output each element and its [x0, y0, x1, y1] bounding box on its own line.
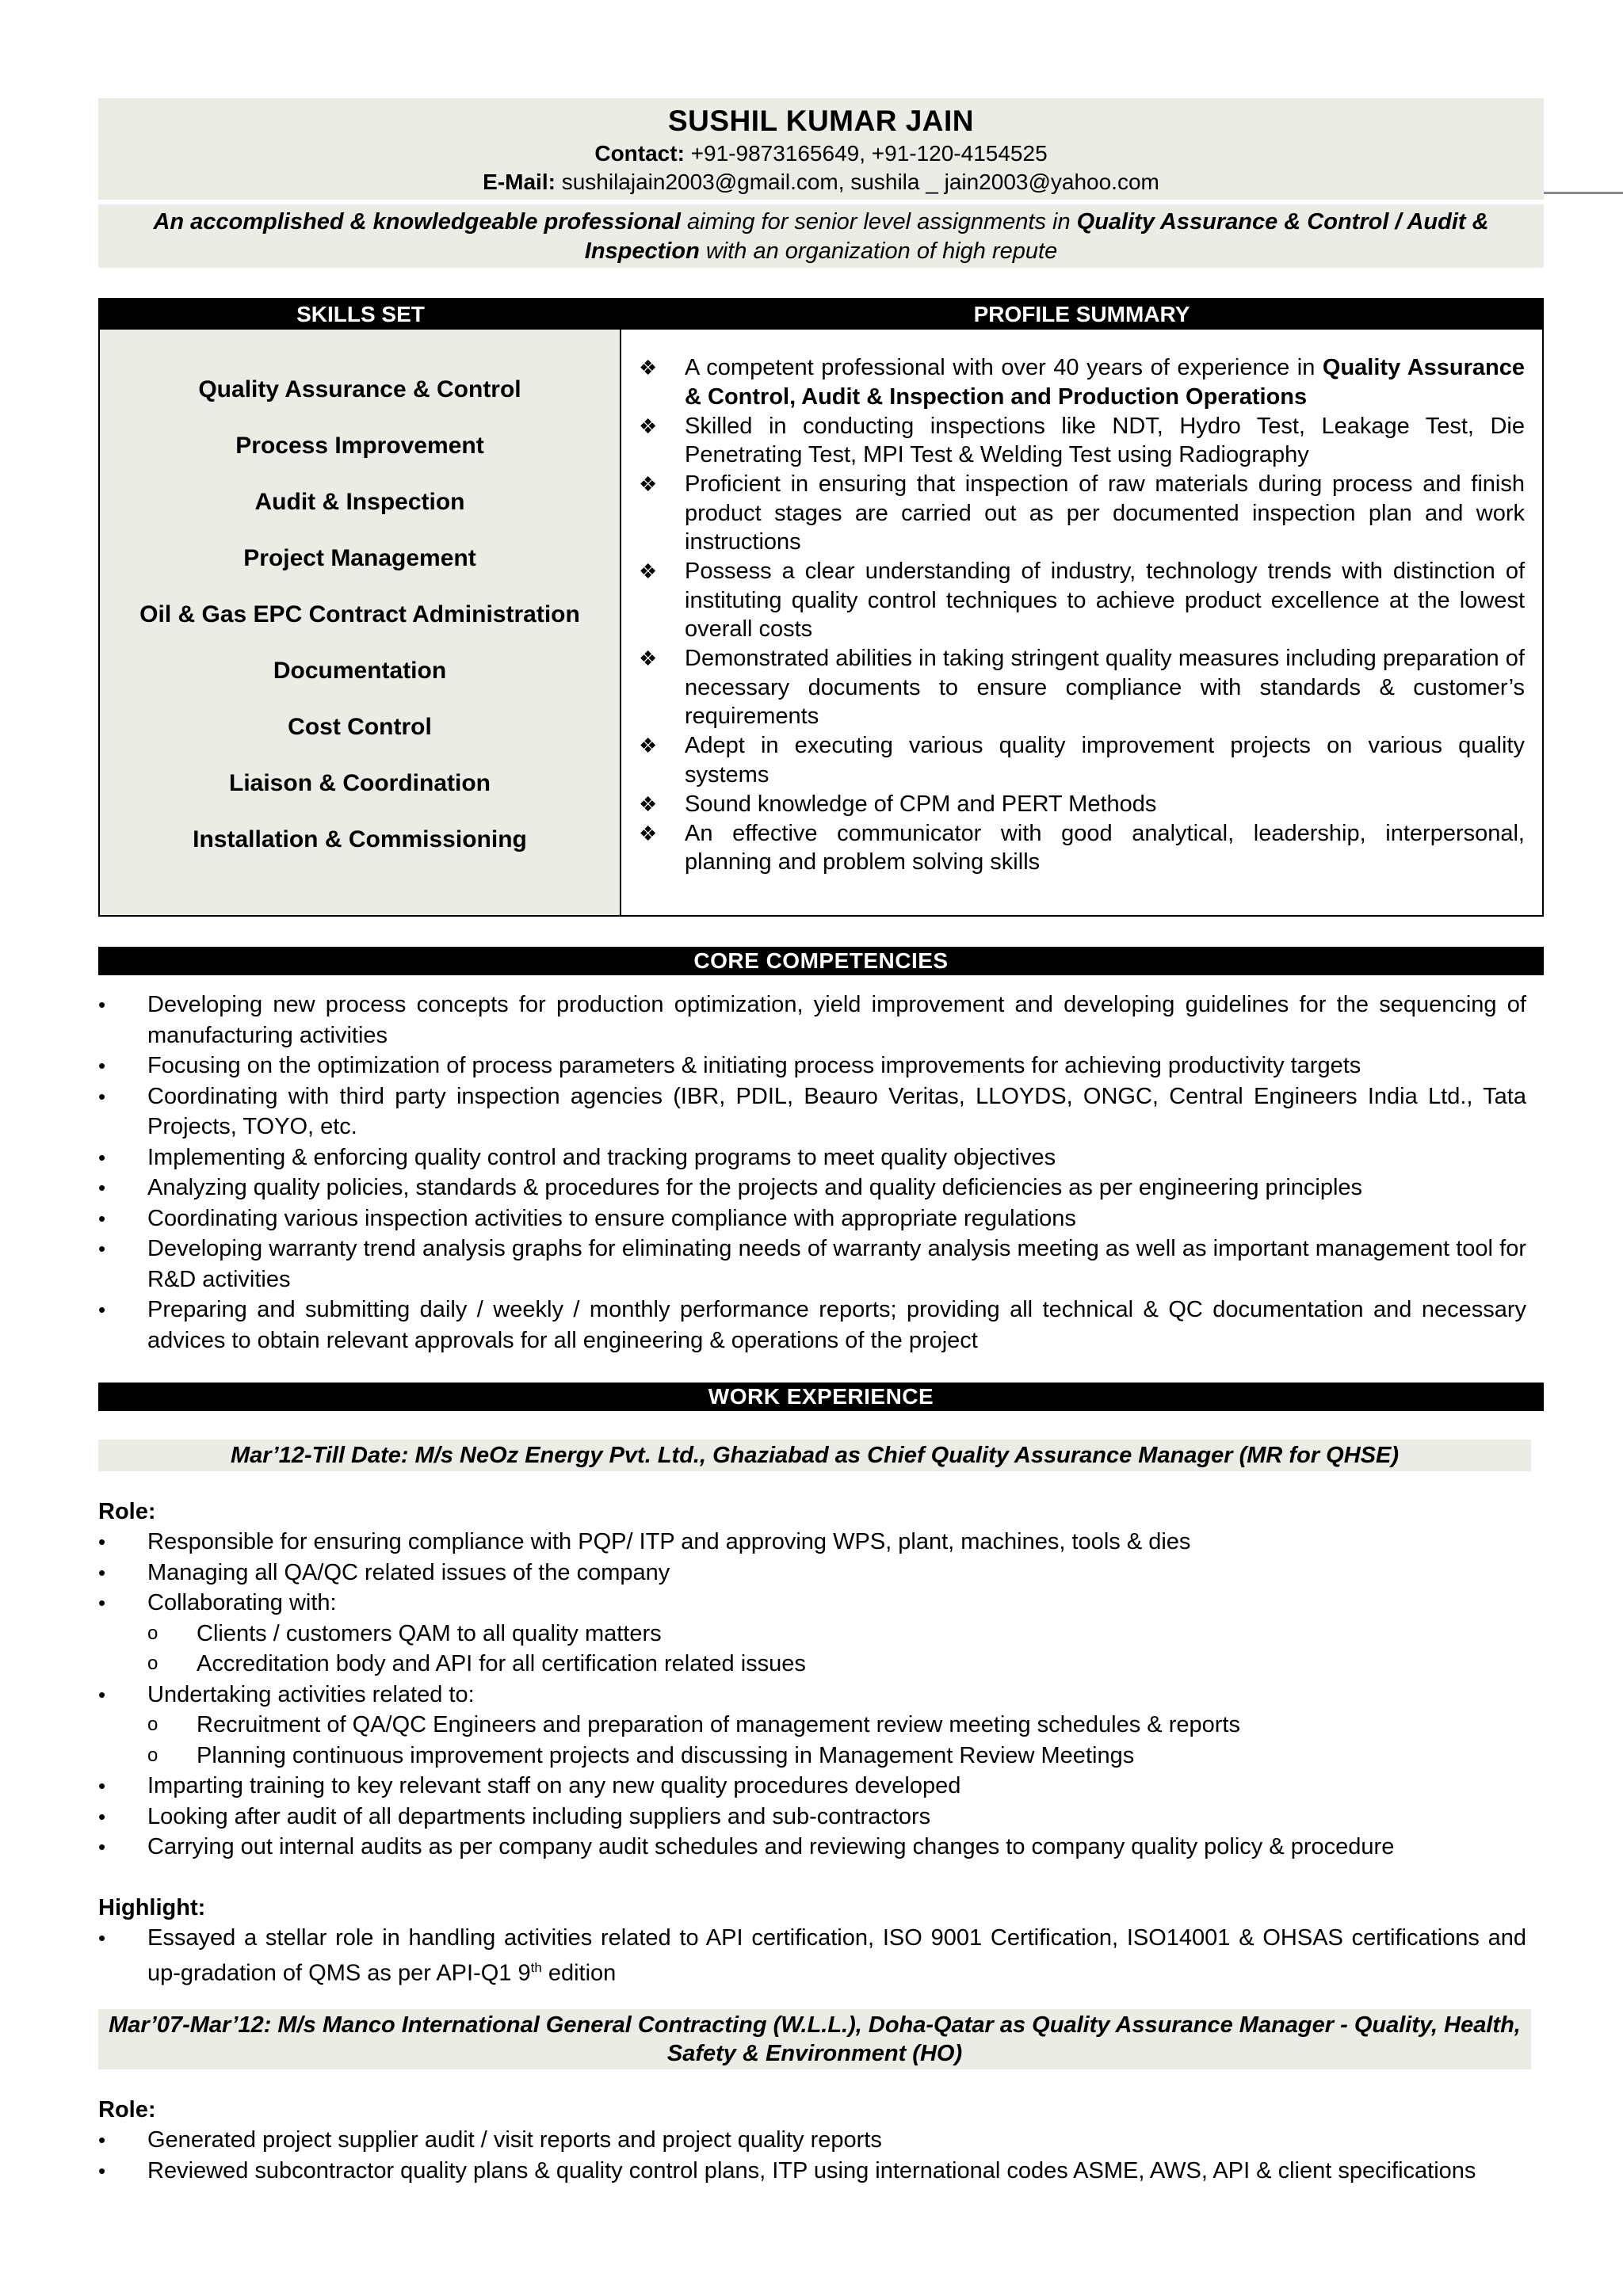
list-item [98, 1203, 1526, 1234]
list-item-text: Imparting training to key relevant staff on any new quality procedures developed [147, 1773, 961, 1798]
job-title: Mar’12-Till Date: M/s NeOz Energy Pvt. Ltd., Ghaziabad as Chief Quality Assurance Manager (MR for QHSE) [98, 1440, 1531, 1471]
list-item [98, 1234, 1526, 1295]
profile-item-text: Possess a clear understanding of industry, technology trends with distinction of instituting quality control techniques to achieve product excellence at the lowest overall costs [685, 559, 1525, 642]
list-item [98, 1588, 1526, 1619]
diamond-bullet-icon: ❖ [639, 734, 658, 757]
bullet-icon: • [98, 1591, 106, 1615]
list-item [98, 2156, 1526, 2187]
skills-heading: SKILLS SET [100, 299, 621, 330]
profile-item [637, 470, 1525, 557]
profile-item-text: Adept in executing various quality improvement projects on various quality systems [685, 733, 1525, 788]
list-item [98, 1142, 1526, 1173]
list-item-text: Analyzing quality policies, standards & procedures for the projects and quality deficiencies as per engineering principles [147, 1175, 1363, 1200]
sub-list-item-text: Accreditation body and API for all certification related issues [197, 1651, 806, 1676]
list-item [98, 1771, 1526, 1802]
sub-list-item [98, 1649, 1544, 1680]
list-item-text: Essayed a stellar role in handling activities related to API certification, ISO 9001 Certification, ISO14001 & OHSAS certifications and up-gradation of QMS as per API-Q1 9 [147, 1924, 1526, 1986]
list-item [98, 990, 1526, 1051]
contact-line [98, 139, 1544, 168]
circle-bullet-icon: o [147, 1653, 158, 1674]
skills-profile-table [98, 298, 1544, 917]
email-line [98, 168, 1544, 196]
bullet-icon: • [98, 1774, 106, 1798]
list-item [98, 1081, 1526, 1142]
profile-item-text: Skilled in conducting inspections like NDT, Hydro Test, Leakage Test, Die Penetrating Test, MPI Test & Welding Test using Radiography [685, 413, 1525, 467]
list-item [98, 1680, 1526, 1711]
bullet-icon: • [98, 993, 106, 1016]
diamond-bullet-icon: ❖ [639, 791, 658, 816]
role-list [98, 1771, 1544, 1863]
list-item-text: Responsible for ensuring compliance with PQP/ ITP and approving WPS, plant, machines, tools & dies [147, 1529, 1191, 1554]
profile-heading: PROFILE SUMMARY [621, 299, 1542, 330]
list-item-text: Generated project supplier audit / visit reports and project quality reports [147, 2127, 882, 2153]
bullet-icon: • [98, 1054, 106, 1077]
bullet-icon: • [98, 2158, 106, 2183]
list-item-text: edition [541, 1960, 617, 1986]
core-competencies-heading: CORE COMPETENCIES [98, 947, 1544, 975]
list-item-text: Carrying out internal audits as per company audit schedules and reviewing changes to company quality policy & procedure [147, 1834, 1395, 1859]
list-item [98, 1923, 1526, 1989]
bullet-icon: • [98, 1145, 106, 1169]
sub-list-item [98, 1741, 1544, 1772]
tagline-text-1: aiming for senior level assignments in [680, 209, 1077, 235]
skill-item: Installation & Commissioning [193, 826, 527, 852]
profile-item-text: Proficient in ensuring that inspection of raw materials during process and finish product stages are carried out as per documented inspection plan and work instructions [685, 471, 1525, 555]
core-competencies-list [98, 990, 1544, 1356]
diamond-bullet-icon: ❖ [639, 559, 658, 583]
tagline-bold-1: An accomplished & knowledgeable professional [153, 209, 681, 235]
list-item-text: Developing new process concepts for production optimization, yield improvement and developing guidelines for the sequencing of manufacturing activities [147, 992, 1526, 1048]
profile-item [637, 644, 1525, 731]
skills-list [100, 330, 621, 915]
list-item-text: Focusing on the optimization of process parameters & initiating process improvements for achieving productivity targets [147, 1053, 1361, 1078]
profile-item [637, 557, 1525, 644]
highlight-label: Highlight: [98, 1894, 206, 1920]
list-item-text: Implementing & enforcing quality control and tracking programs to meet quality objectives [147, 1144, 1056, 1170]
skill-item: Process Improvement [235, 433, 484, 459]
role-label: Role: [98, 1499, 156, 1524]
role-label: Role: [98, 2097, 156, 2123]
skill-item: Project Management [243, 545, 476, 571]
list-item-text: Looking after audit of all departments including suppliers and sub-contractors [147, 1803, 931, 1829]
role-list [98, 2125, 1544, 2186]
role-list [98, 1680, 1544, 1711]
circle-bullet-icon: o [147, 1714, 158, 1735]
profile-item [637, 412, 1525, 470]
sub-list-item-text: Clients / customers QAM to all quality matters [197, 1620, 662, 1646]
list-item-text: Collaborating with: [147, 1590, 337, 1615]
profile-item-text: A competent professional with over 40 years of experience in [685, 355, 1323, 380]
sub-list-item [98, 1619, 1544, 1650]
list-item-text: Preparing and submitting daily / weekly / monthly performance reports; providing all technical & QC documentation and necessary advices to obtain relevant approvals for all engineering & operations of the project [147, 1297, 1526, 1353]
list-item [98, 1558, 1526, 1589]
job-title: Mar’07-Mar’12: M/s Manco International General Contracting (W.L.L.), Doha-Qatar as Quality Assurance Manager - Quality, Health, Safety & Environment (HO) [98, 2009, 1531, 2069]
diamond-bullet-icon: ❖ [639, 414, 658, 438]
diamond-bullet-icon: ❖ [639, 821, 658, 845]
candidate-name: SUSHIL KUMAR JAIN [667, 105, 975, 137]
resume-page [98, 0, 1544, 2186]
list-item-text: Coordinating with third party inspection agencies (IBR, PDIL, Beauro Veritas, LLOYDS, ONGC, Central Engineers India Ltd., Tata Projects, TOYO, etc. [147, 1083, 1526, 1139]
list-item-text: Coordinating various inspection activities to ensure compliance with appropriate regulations [147, 1205, 1076, 1231]
list-item-text: Developing warranty trend analysis graphs for eliminating needs of warranty analysis meeting as well as important management tool for R&D activities [147, 1236, 1526, 1292]
list-item [98, 1051, 1526, 1081]
profile-item-text: Sound knowledge of CPM and PERT Methods [685, 791, 1157, 817]
profile-item-text: Demonstrated abilities in taking stringent quality measures including preparation of necessary documents to ensure compliance with standards & customer’s requirements [685, 646, 1525, 729]
list-item [98, 1295, 1526, 1356]
skill-item: Liaison & Coordination [229, 770, 491, 796]
highlight-list [98, 1923, 1544, 1989]
bullet-icon: • [98, 1925, 106, 1950]
bullet-icon: • [98, 1804, 106, 1829]
list-item [98, 2125, 1526, 2156]
resume-header [98, 98, 1544, 200]
list-item [98, 1802, 1526, 1833]
superscript: th [530, 1960, 542, 1975]
contact-value: +91-9873165649, +91-120-4154525 [684, 141, 1048, 166]
list-item-text: Managing all QA/QC related issues of the company [147, 1559, 670, 1585]
profile-item [637, 731, 1525, 789]
skill-item: Quality Assurance & Control [198, 376, 521, 402]
sub-list-item-text: Recruitment of QA/QC Engineers and preparation of management review meeting schedules & reports [197, 1712, 1240, 1737]
bullet-icon: • [98, 1206, 106, 1230]
email-label: E-Mail: [483, 170, 556, 194]
bullet-icon: • [98, 2128, 106, 2153]
tagline [98, 204, 1544, 268]
bullet-icon: • [98, 1084, 106, 1108]
bullet-icon: • [98, 1560, 106, 1585]
profile-summary [621, 330, 1542, 915]
diamond-bullet-icon: ❖ [639, 646, 658, 670]
sub-list-item-text: Planning continuous improvement projects and discussing in Management Review Meetings [197, 1742, 1135, 1768]
sub-list-item [98, 1710, 1544, 1741]
bullet-icon: • [98, 1237, 106, 1261]
tagline-bold-2: Quality Assurance & Control / Audit & Inspection [584, 209, 1489, 264]
bullet-icon: • [98, 1176, 106, 1199]
skill-item: Cost Control [288, 714, 432, 740]
bullet-icon: • [98, 1835, 106, 1859]
circle-bullet-icon: o [147, 1622, 158, 1644]
list-item [98, 1173, 1526, 1203]
profile-item-text: An effective communicator with good analytical, leadership, interpersonal, planning and problem solving skills [685, 820, 1525, 875]
list-item-text: Reviewed subcontractor quality plans & quality control plans, ITP using international codes ASME, AWS, API & client specifications [147, 2157, 1476, 2183]
profile-item [637, 353, 1525, 411]
bullet-icon: • [98, 1682, 106, 1707]
skill-item: Documentation [273, 658, 447, 684]
role-list [98, 1527, 1544, 1619]
email-value: sushilajain2003@gmail.com, sushila _ jain2003@yahoo.com [555, 170, 1159, 194]
diamond-bullet-icon: ❖ [639, 472, 658, 496]
list-item-text: Undertaking activities related to: [147, 1681, 475, 1707]
tagline-text-2: with an organization of high repute [699, 238, 1058, 264]
bullet-icon: • [98, 1298, 106, 1322]
list-item [98, 1832, 1526, 1863]
profile-item [637, 790, 1525, 819]
circle-bullet-icon: o [147, 1744, 158, 1766]
skill-item: Oil & Gas EPC Contract Administration [139, 601, 580, 627]
diamond-bullet-icon: ❖ [639, 356, 658, 379]
profile-item-bold: Quality Assurance & Control, Audit & Inspection and Production Operations [685, 355, 1525, 410]
contact-label: Contact: [594, 141, 685, 166]
profile-item [637, 819, 1525, 877]
skill-item: Audit & Inspection [254, 489, 465, 515]
list-item [98, 1527, 1526, 1558]
work-experience-heading: WORK EXPERIENCE [98, 1383, 1544, 1411]
bullet-icon: • [98, 1530, 106, 1554]
